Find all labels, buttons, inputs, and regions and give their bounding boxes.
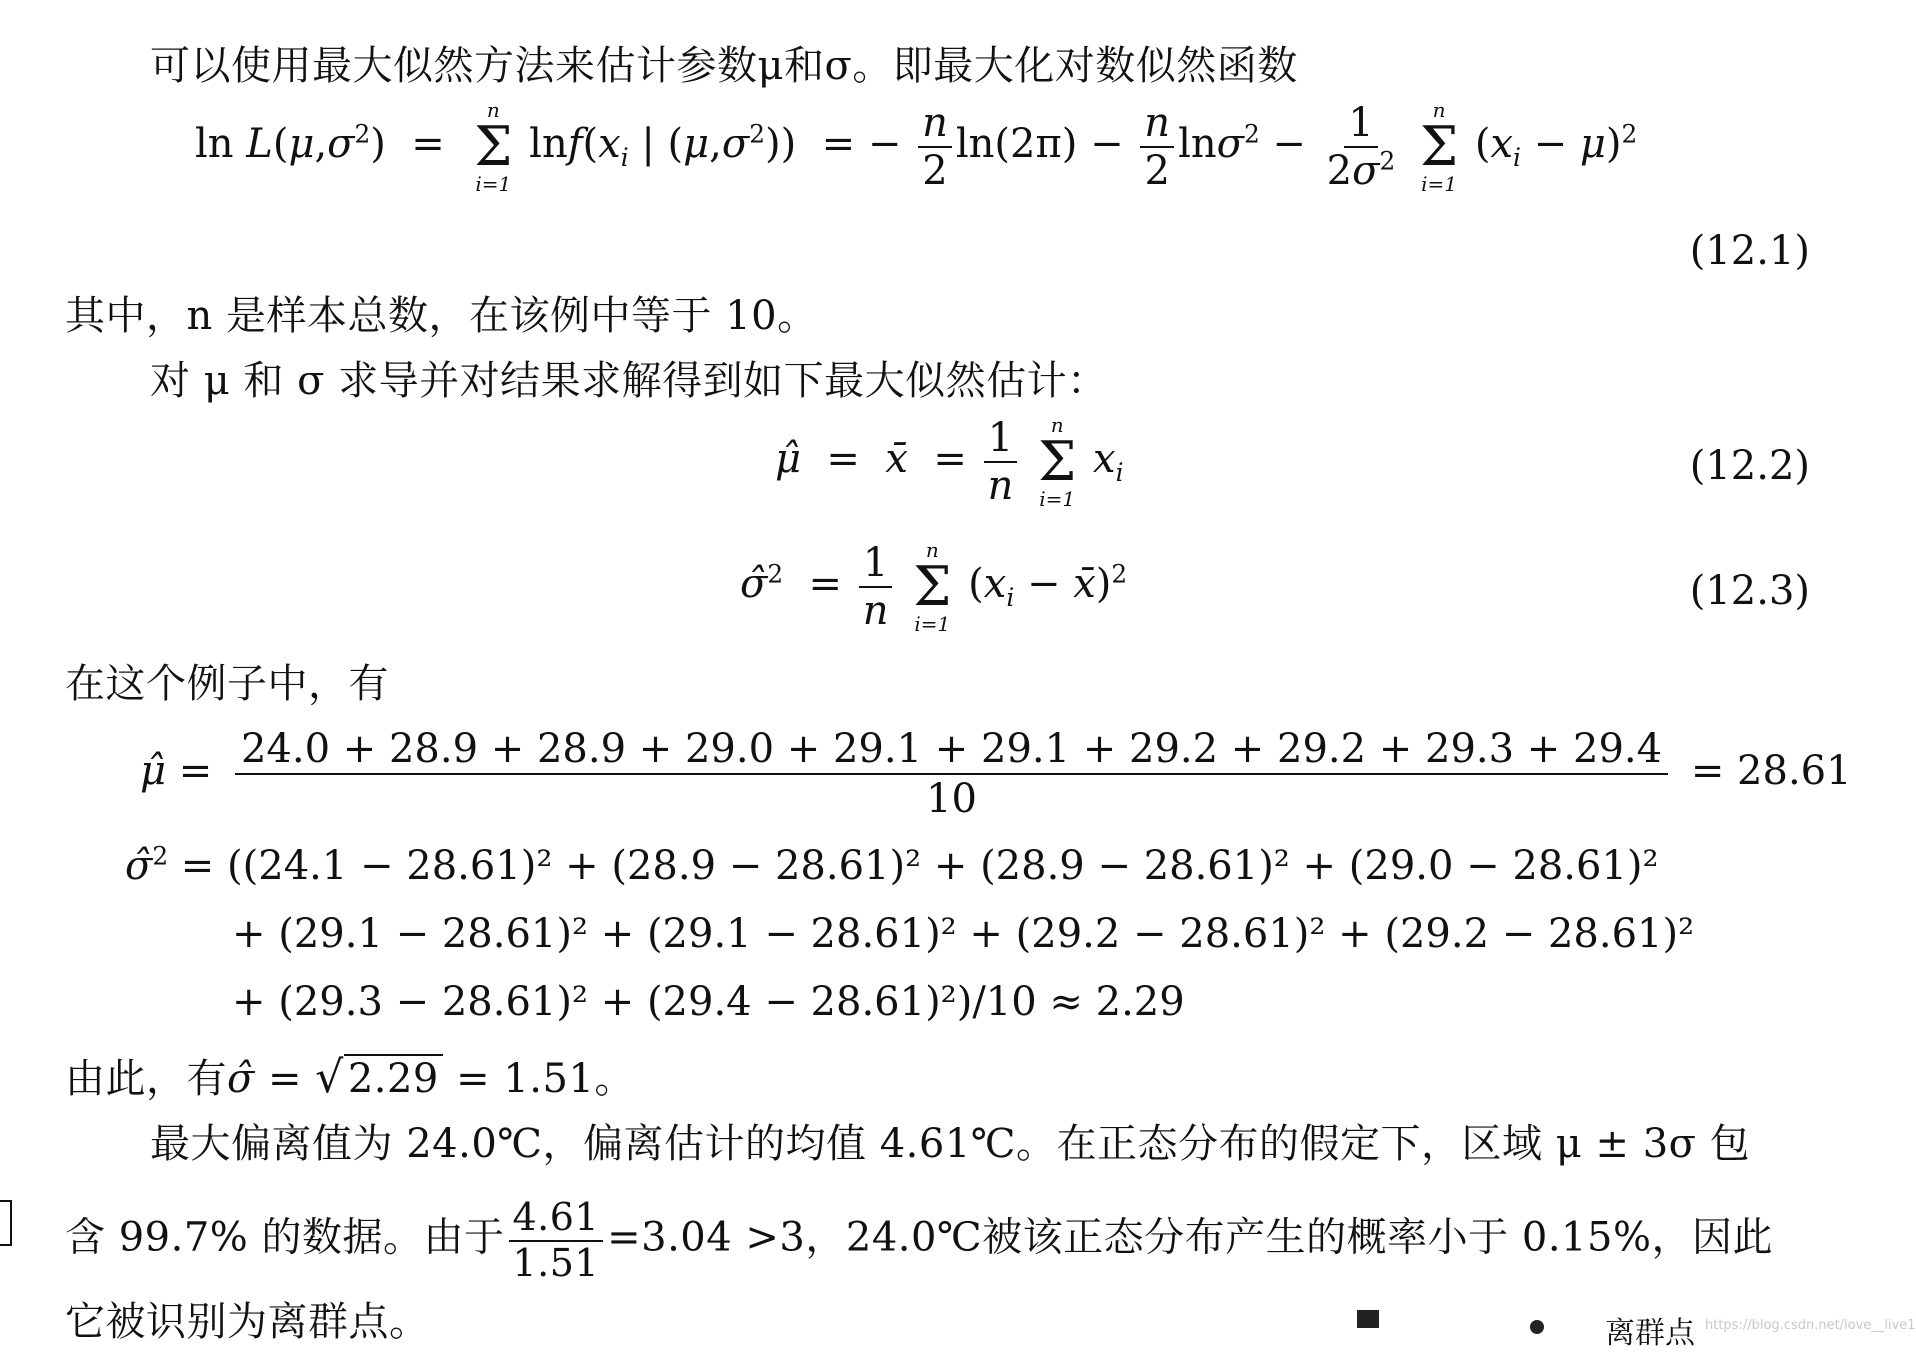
paragraph-outlier: 它被识别为离群点。 [65, 1299, 430, 1345]
paragraph-intro: 可以使用最大似然方法来估计参数μ和σ。即最大化对数似然函数 [150, 43, 1298, 89]
paragraph-probability [65, 1196, 1773, 1285]
page-edge-bracket [0, 1200, 12, 1246]
square-marker-icon [1357, 1310, 1379, 1328]
mu-hat-denominator: 10 [926, 776, 977, 822]
equation-number-12-1: (12.1) [1689, 228, 1810, 274]
ratio-denominator: 1.51 [512, 1240, 600, 1285]
sigma-squared-line-3: + (29.3 − 28.61)² + (29.4 − 28.61)²)/10 ≈ 2.29 [232, 979, 1185, 1025]
sigma-squared-terms-1: ((24.1 − 28.61)² + (28.9 − 28.61)² + (28.9 − 28.61)² + (29.0 − 28.61)² [227, 843, 1659, 889]
mu-hat-result: = 28.61 [1690, 748, 1852, 794]
equation-number-12-3: (12.3) [1689, 568, 1810, 614]
paragraph-sample-size: 其中，n 是样本总数，在该例中等于 10。 [65, 293, 818, 339]
paragraph-example: 在这个例子中，有 [65, 661, 389, 707]
paragraph-derivative: 对 μ 和 σ 求导并对结果求解得到如下最大似然估计： [150, 358, 1108, 404]
sigma-radicand: 2.29 [344, 1054, 443, 1102]
equation-12-1: $\ln L(\mu,\sigma^2)$ = n Σ i=1 $\ln f(x_i$ | $(\mu,\sigma^2)$) = − $\frac{n}{2}$ ln(2π) − $\frac{n}{2}$ lnσ$^2$ − $\frac{1}{2\sigma^2}$ n Σ i=1 $(x_i - \mu)^2$ [195, 98, 1638, 196]
probability-prefix: 含 99.7% 的数据。由于 [65, 1214, 505, 1261]
sigma-squared-line-1: σ̂$^2$ = ((24.1 − 28.61)² + (28.9 − 28.61)² + (28.9 − 28.61)² + (29.0 − 28.61)² [125, 841, 1659, 889]
sigma-result-prefix: 由此，有 [65, 1056, 227, 1102]
mu-hat-calculation: μ̂ = 24.0 + 28.9 + 28.9 + 29.0 + 29.1 + 29.1 + 29.2 + 29.2 + 29.3 + 29.4 10 = 28.61 [140, 726, 1852, 822]
equation-12-3: σ̂$^2$ = $\frac{1}{n}$ n Σ i=1 ($x_i$ − x̄)$^2$ [740, 538, 1128, 636]
equation-number-12-2: (12.2) [1689, 443, 1810, 489]
paragraph-max-deviation: 最大偏离值为 24.0℃，偏离估计的均值 4.61℃。在正态分布的假定下，区域 μ ± 3σ 包 [150, 1121, 1751, 1167]
equation-12-2: μ̂ = x̄ = $\frac{1}{n}$ n Σ i=1 $x_i$ [775, 413, 1124, 511]
probability-suffix: =3.04 >3，24.0℃被该正态分布产生的概率小于 0.15%，因此 [607, 1214, 1773, 1261]
mu-hat-numerator: 24.0 + 28.9 + 28.9 + 29.0 + 29.1 + 29.1 + 29.2 + 29.2 + 29.3 + 29.4 [235, 725, 1668, 775]
dot-marker-icon [1530, 1320, 1544, 1334]
paragraph-sigma-result: 由此，有σ̂ = √ 2.29 = 1.51。 [65, 1052, 635, 1103]
sigma-squared-line-2: + (29.1 − 28.61)² + (29.1 − 28.61)² + (29.2 − 28.61)² + (29.2 − 28.61)² [232, 911, 1695, 957]
sigma-result-value: = 1.51。 [456, 1056, 635, 1102]
watermark: https://blog.csdn.net/love__live1 [1705, 1318, 1916, 1333]
legend-outlier-label: 离群点 [1605, 1316, 1695, 1351]
ratio-numerator: 4.61 [509, 1196, 604, 1242]
